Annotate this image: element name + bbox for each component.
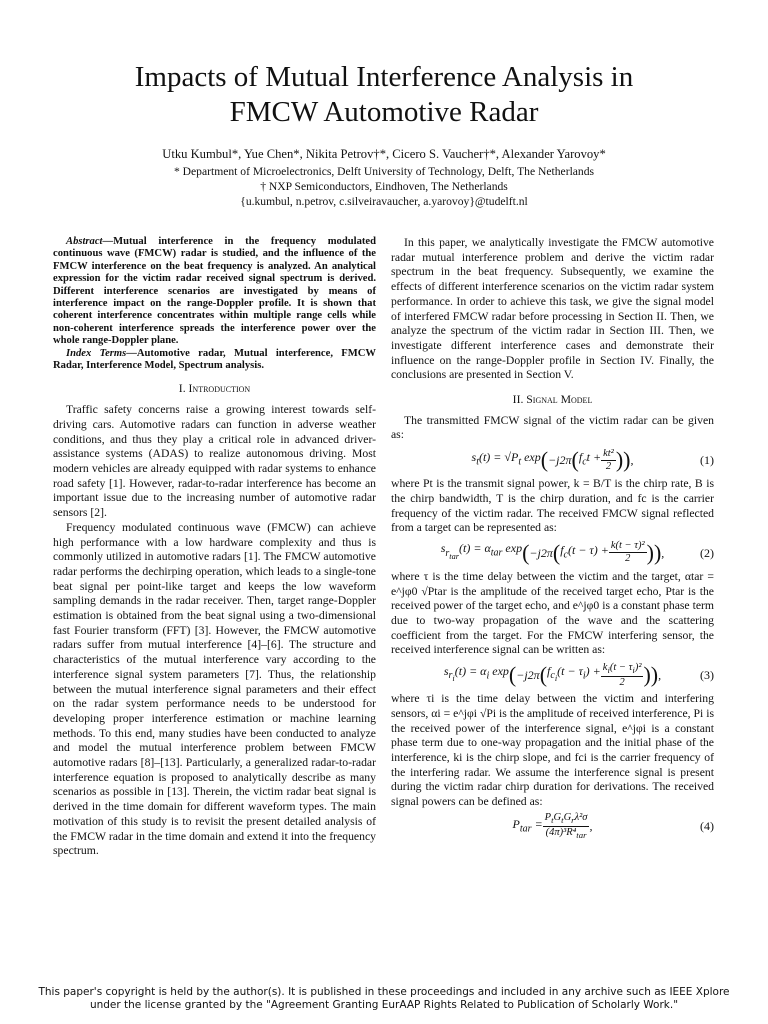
signal-paragraph-2: where Pt is the transmit signal power, k = B/T is the chirp rate, B is the chirp bandwidth, T is the chirp duration, and fc is the carrier frequency of the victim radar. The received FMCW signal reflected from a target can be represented as: — [391, 477, 714, 535]
signal-paragraph-4: where τi is the time delay between the victim and interfering sensors, αi = e^jφi √Pi is the amplitude of received interference, Pi is the received power of the interference signal, e^jφi is a constant phase term due to one-way propagation and the initial phase of the interference, ki is the chirp slope, and fci is the carrier frequency of the interfering radar. We assume the interference signal is present during the victim radar chirp duration for derivations. The received signal powers can be defined as: — [391, 692, 714, 809]
intro-paragraph-1: Traffic safety concerns raise a growing interest towards self-driving cars. Automotive radars can function in adverse weather conditions, and thus they play a critical role in advanced driver-assistance systems (ADAS) to realize autonomous driving. Most modern vehicles are already equipped with radar systems to enhance road safety [1]. However, radar-to-radar interference has become an important issue due to the increasing number of automotive radar sensors [2]. — [53, 403, 376, 520]
title-line-1: Impacts of Mutual Interference Analysis in — [134, 61, 634, 93]
abstract — [53, 236, 376, 348]
signal-paragraph-3: where τ is the time delay between the victim and the target, αtar = e^jφ0 √Ptar is the amplitude of the received target echo, Ptar is the received power of the target echo, and e^jφ0 is a constant phase term due to two-way propagation of the wave and the scattering coefficient from the target. For the FMCW interfering sensor, the received interference signal can be written as: — [391, 569, 714, 657]
index-terms-text: —Automotive radar, Mutual interference, FMCW Radar, Interference Model, Spectrum analysis. — [53, 347, 376, 372]
equation-1-number: (1) — [700, 452, 714, 467]
equation-4: $P_{tar}$ = $\frac{P_tG_tG_r\lambda^2\sigma}{(4\pi)^3R^4_{tar}}$ , (4) — [512, 812, 714, 841]
author-emails: {u.kumbul, n.petrov, c.silveiravaucher, a.yarovoy}@tudelft.nl — [240, 195, 528, 208]
equation-2-number: (2) — [700, 545, 714, 560]
index-terms — [53, 348, 376, 373]
equation-3: $s_{r_i}(t) = \alpha_i$ exp ( −j2π ( $f_{c_i}(t - \tau_i)$ + $\frac{k_i(t - \tau_i)^2}{2}$ )) , (3) — [443, 661, 714, 688]
affiliation-2: † NXP Semiconductors, Eindhoven, The Netherlands — [260, 180, 508, 193]
title-line-2: FMCW Automotive Radar — [229, 96, 539, 128]
signal-paragraph-1: The transmitted FMCW signal of the victim radar can be given as: — [391, 413, 714, 442]
equation-4-number: (4) — [700, 819, 714, 834]
equation-1: $s_t(t) = √P_t$ exp ( −j2π ( $f_ct$ + $\frac{\text{kt²}}{2}$ )) , (1) — [471, 446, 714, 472]
footer-line-1: This paper's copyright is held by the author(s). It is published in these proceedings and included in any archive such as IEEE Xplore — [38, 986, 730, 998]
affiliation-1: * Department of Microelectronics, Delft University of Technology, Delft, The Netherlands — [173, 165, 595, 178]
section-heading-signal-model: II. Signal Model — [512, 393, 593, 407]
intro-paragraph-2: Frequency modulated continuous wave (FMCW) can achieve high performance with a low hardware complexity and thus is commonly utilized in automotive radars [1]. The FMCW automotive radar performs the dechirping operation, which leads to a single-tone beat signal per point-like target and keeps the low waveform sampling demands in the radar receiver. Then, target range-Doppler estimation is obtained from the beat signal using a two-dimensional fast Fourier transform (FFT) [3]. However, the FMCW automotive radars suffer from mutual interference [4]–[6]. The structure and characteristics of the mutual interference vary according to the interference signal system parameters [7]. Thus, the relationship between the mutual interference signal parameters and their effect on the radar system performance needs to be understood for developing proper interference estimation or machine learning methods. To this end, many studies have been conducted to analyze and model the mutual interference problem between FMCW automotive radars [8]–[13]. Particularly, a generalized radar-to-radar interference equation is proposed to analytically describe as many scenarios as possible in [13]. Therein, the victim radar beat signal is derived in the time domain for different waveform types. The main motivation of this study is to revisit the present detailed analysis of the FMCW radar in the time domain and extend it into the frequency spectrum. — [53, 520, 376, 858]
author-list: Utku Kumbul*, Yue Chen*, Nikita Petrov†*, Cicero S. Vaucher†*, Alexander Yarovoy* — [162, 147, 606, 161]
copyright-footer — [20, 986, 748, 1012]
left-column — [53, 236, 376, 859]
equation-3-number: (3) — [700, 667, 714, 682]
right-column — [391, 236, 714, 844]
footer-line-2: under the license granted by the "Agreement Granting EurAAP Rights Related to Publication of Scholarly Work." — [89, 999, 679, 1011]
abstract-label: Abstract — [66, 236, 103, 247]
paper-title — [40, 60, 728, 130]
abstract-text: —Mutual interference in the frequency modulated continuous wave (FMCW) radar is studied, and the influence of the FMCW interference on the beat frequency is analyzed. An analytical expression for the victim radar received signal spectrum is derived. Different interference scenarios are investigated by means of interference impact on the range-Doppler profile. It is shown that coherent interference concentrates within multiple range cells while non-coherent interference spreads the interference power over the whole range-Doppler plane. — [53, 236, 376, 347]
index-terms-label: Index Terms — [66, 347, 127, 359]
equation-2: $s_{r_{tar}}(t) = \alpha_{tar}$ exp ( −j2π ( $f_c(t - \tau)$ + $\frac{\text{k(t − τ)²}}{2}$ )) , (2) — [440, 539, 714, 565]
section-heading-introduction: I. Introduction — [178, 382, 251, 396]
intro-paragraph-3: In this paper, we analytically investigate the FMCW automotive radar mutual interference problem and derive the victim radar spectrum in the beat frequency. Subsequently, we examine the effects of different interference scenarios on the victim radar system performance. In order to achieve this task, we give the signal model of interfered FMCW radar before processing in Section II. Then, we analyze the spectrum of the victim radar in Section III. Then, we investigate different interference cases and demonstrate their influence on the range-Doppler profile in Section IV. Finally, the conclusions are presented in Section V. — [391, 236, 714, 382]
